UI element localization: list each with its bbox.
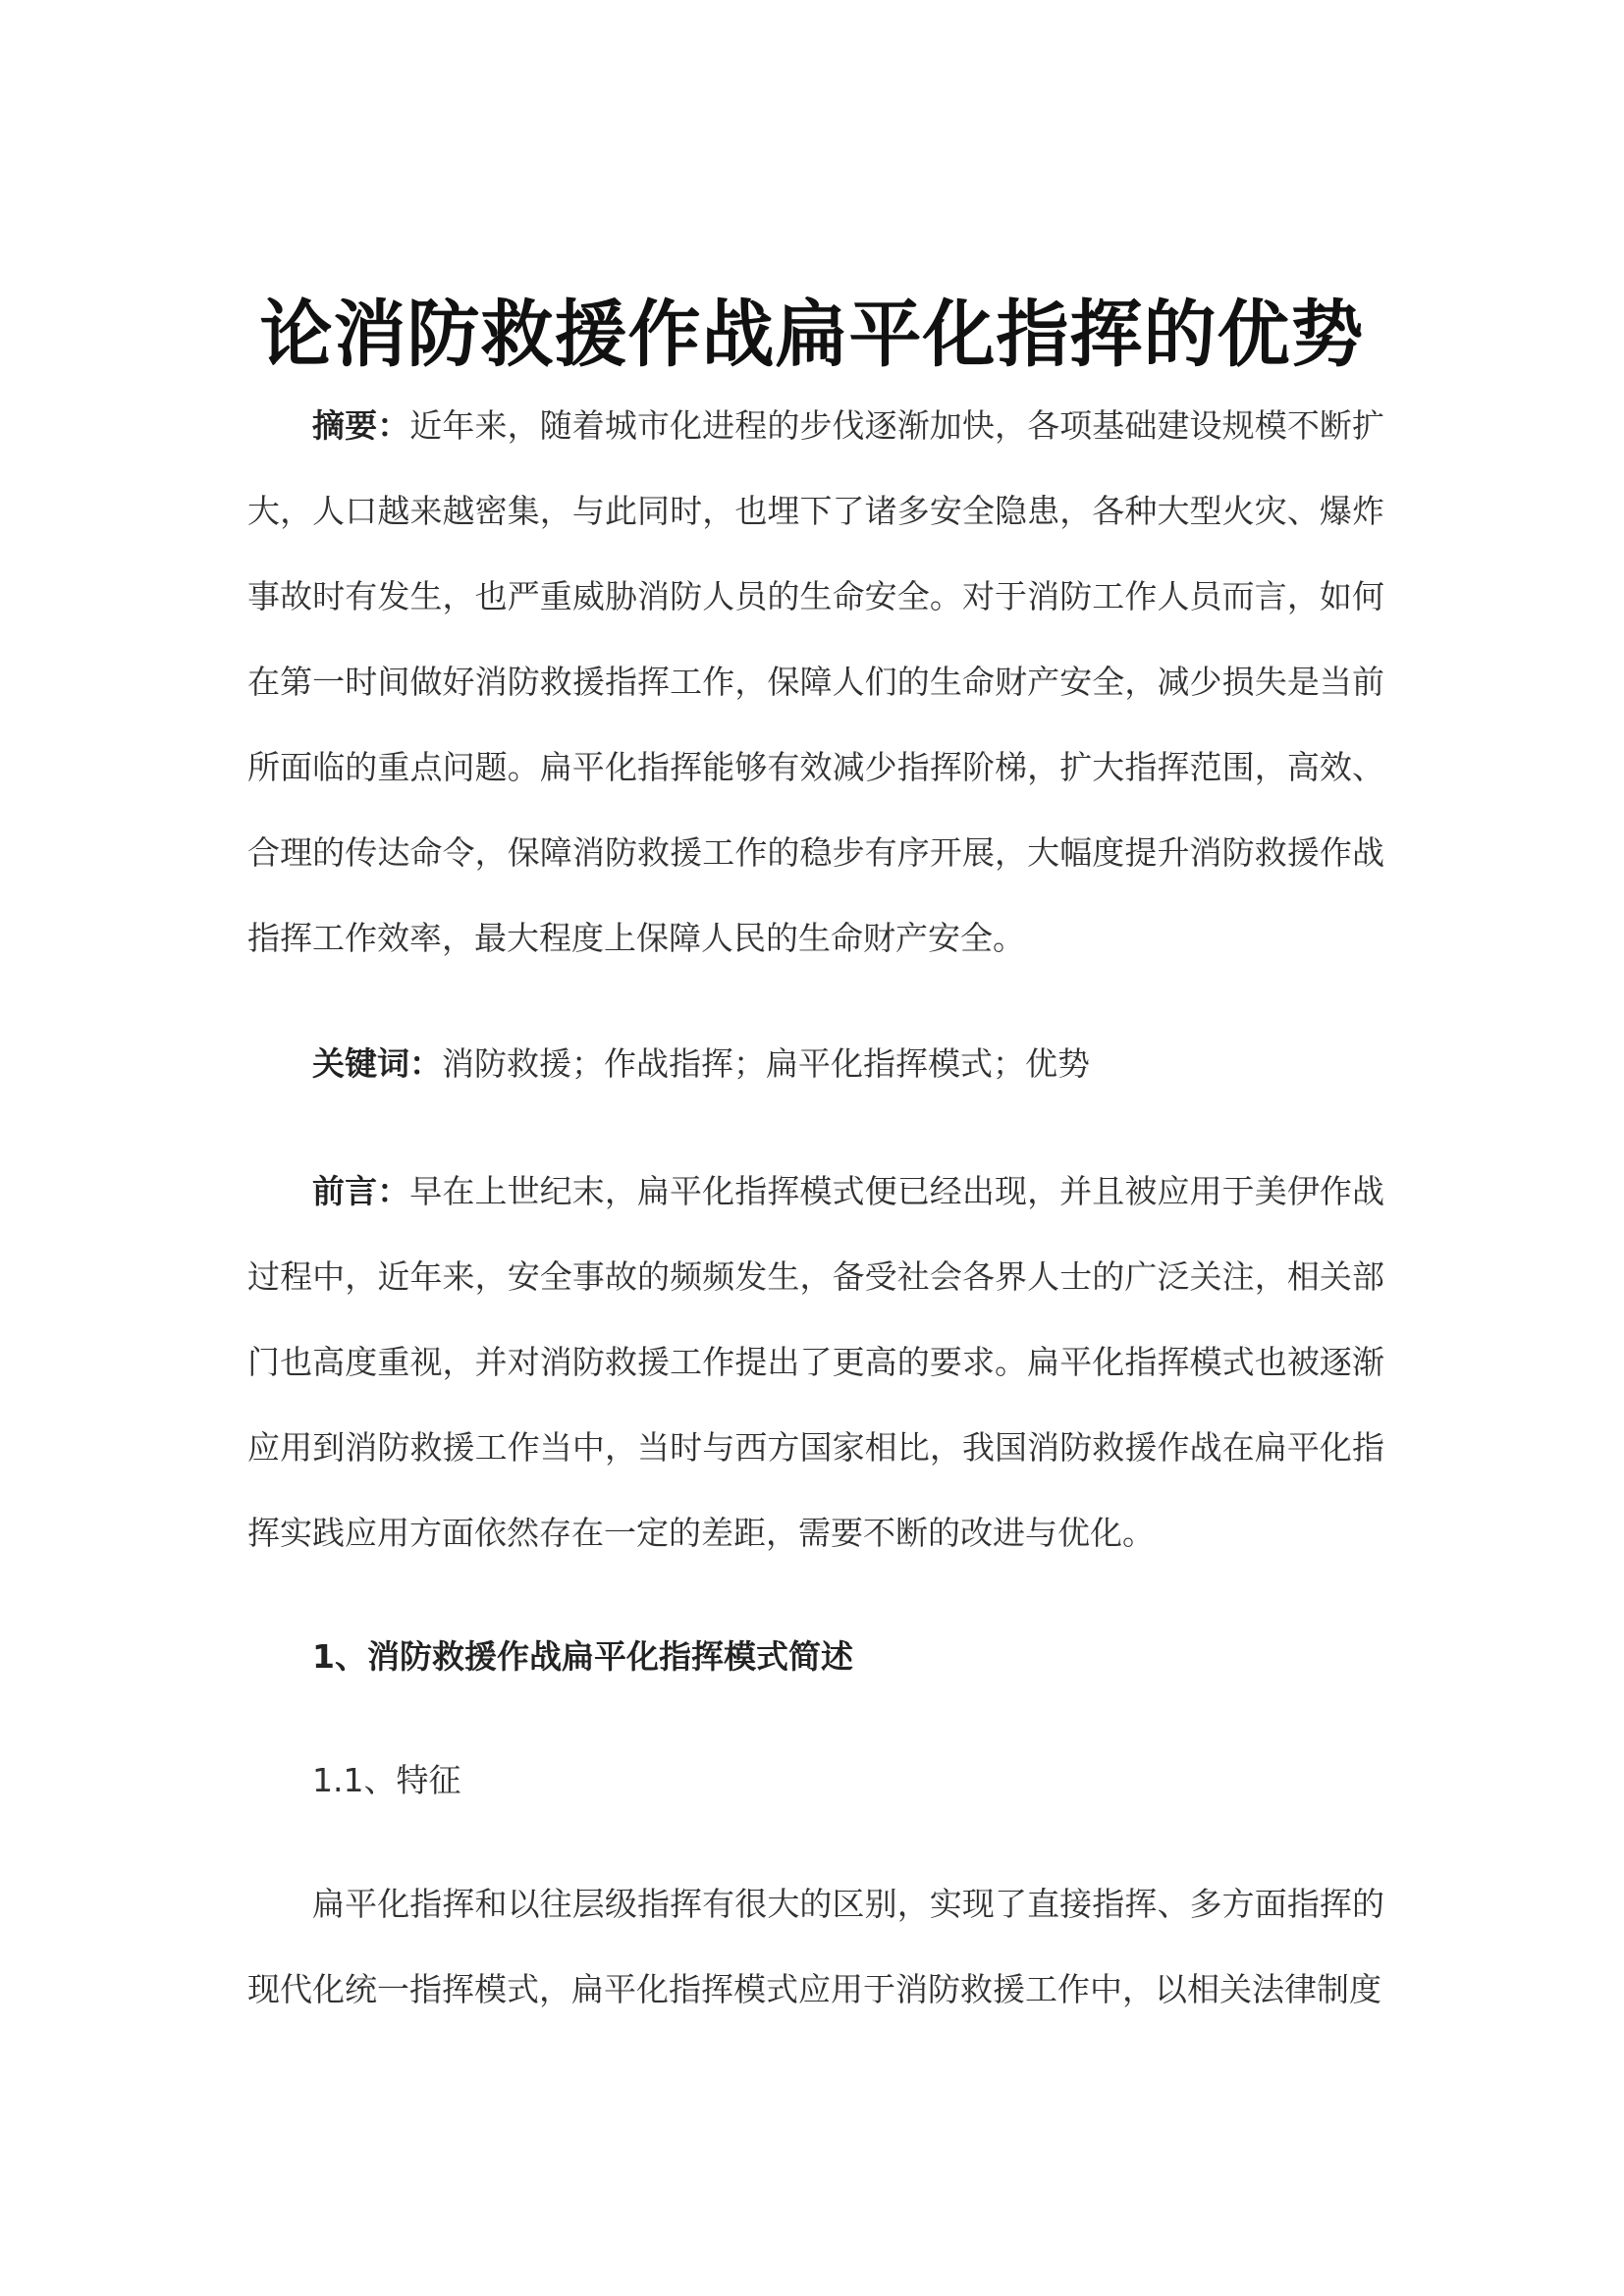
abstract-label: 摘要： (312, 406, 410, 445)
section-1 (247, 1614, 1384, 1699)
preface-label: 前言： (312, 1172, 410, 1210)
section-1-heading: 1、消防救援作战扁平化指挥模式简述 (312, 1637, 853, 1676)
section-1-1 (247, 1737, 1384, 1823)
preface-paragraph (247, 1148, 1384, 1575)
keywords-paragraph (247, 1021, 1384, 1106)
abstract-text: 近年来，随着城市化进程的步伐逐渐加快，各项基础建设规模不断扩大，人口越来越密集，与此同时，也埋下了诸多安全隐患，各种大型火灾、爆炸事故时有发生，也严重威胁消防人员的生命安全。对于消防工作人员而言，如何在第一时间做好消防救援指挥工作，保障人们的生命财产安全，减少损失是当前所面临的重点问题。扁平化指挥能够有效减少指挥阶梯，扩大指挥范围，高效、合理的传达命令，保障消防救援工作的稳步有序开展，大幅度提升消防救援作战指挥工作效率，最大程度上保障人民的生命财产安全。 (247, 406, 1384, 957)
keywords-label: 关键词： (312, 1044, 442, 1083)
page-title: 论消防救援作战扁平化指挥的优势 (259, 292, 1365, 377)
keywords-section (247, 1021, 1384, 1106)
section-1-1-heading: 1.1、特征 (312, 1761, 461, 1799)
section-1-1-paragraph: 扁平化指挥和以往层级指挥有很大的区别，实现了直接指挥、多方面指挥的现代化统一指挥模式，扁平化指挥模式应用于消防救援工作中，以相关法律制度 (247, 1885, 1384, 2008)
keywords-text: 消防救援；作战指挥；扁平化指挥模式；优势 (442, 1044, 1090, 1083)
preface-section (247, 1148, 1384, 1575)
section-1-1-body (247, 1861, 1384, 2032)
preface-text: 早在上世纪末，扁平化指挥模式便已经出现，并且被应用于美伊作战过程中，近年来，安全事故的频频发生，备受社会各界人士的广泛关注，相关部门也高度重视，并对消防救援工作提出了更高的要求。扁平化指挥模式也被逐渐应用到消防救援工作当中，当时与西方国家相比，我国消防救援作战在扁平化指挥实践应用方面依然存在一定的差距，需要不断的改进与优化。 (247, 1172, 1384, 1552)
abstract-paragraph (247, 383, 1384, 981)
abstract-section (247, 383, 1384, 981)
